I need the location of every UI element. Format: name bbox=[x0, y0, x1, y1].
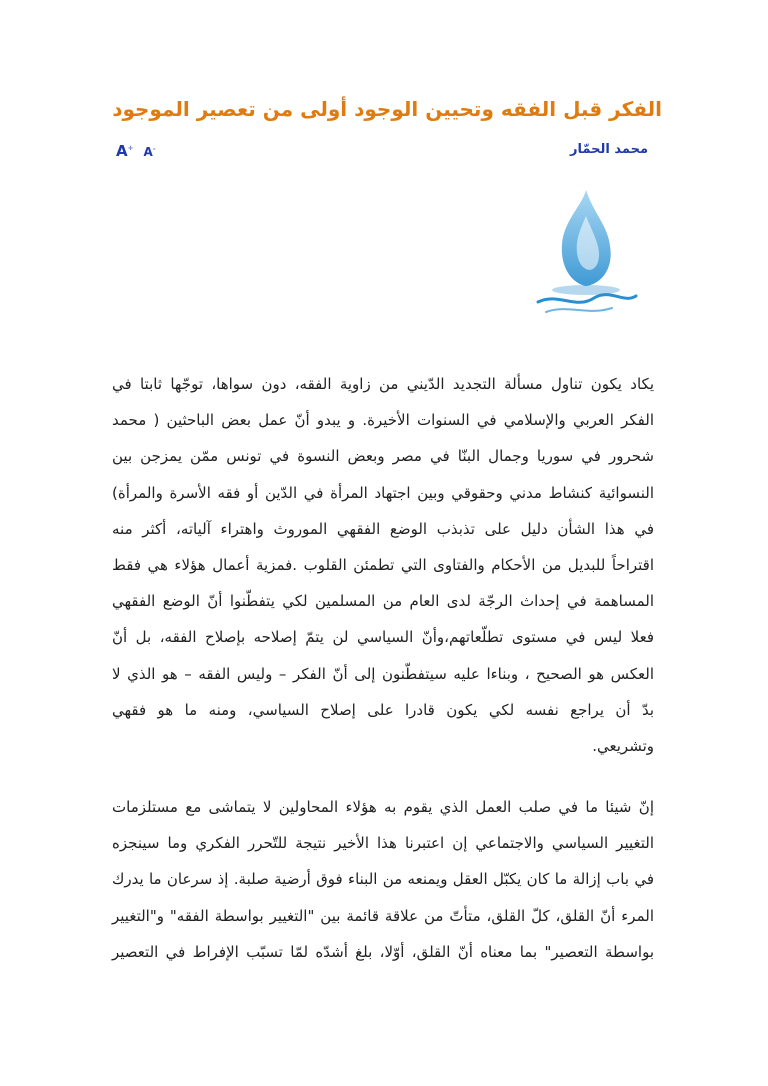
paragraph-line: التغيير السياسي والاجتماعي إن اعتبرنا هذا الأخير نتيجة للتّحرر الفكري وما سينجزه bbox=[112, 834, 654, 853]
author-link[interactable]: محمد الحمّار bbox=[570, 142, 648, 157]
increase-font-label: A bbox=[116, 142, 128, 160]
decrease-font-label: A bbox=[143, 145, 153, 159]
paragraph-line: العكس هو الصحيح ، وبناءا عليه سيتفطّنون إلى أنّ الفكر – وليس الفقه – هو الذي لا bbox=[112, 664, 654, 683]
paragraph-line: في باب إزالة ما كان يكبّل العقل ويمنعه من البناء فوق أرضية صلبة. إذ سرعان ما يدرك bbox=[112, 870, 654, 889]
paragraph-line: المساهمة في إحداث الرجّة لدى العام من المسلمين لكي يتفطّنوا أنّ الوضع الفقهي bbox=[112, 592, 654, 611]
paragraph-line: النسوائية كنشاط مدني وحقوقي وبين اجتهاد المرأة في الدّين أو فقه الأسرة والمرأة) bbox=[112, 483, 654, 502]
paragraph-line: وتشريعي. bbox=[592, 737, 654, 756]
article-title: الفكر قبل الفقه وتحيين الوجود أولى من تعصير الموجود bbox=[112, 97, 662, 121]
paragraph-line: بواسطة التعصير" بما معناه أنّ القلق، أوّلا، بلغ أشدّه لمّا تسبّب الإفراط في التعصير bbox=[112, 942, 654, 961]
paragraph-line: اقتراحاً للبديل من الأحكام والفتاوى التي تطمئن القلوب .فمزية أعمال هؤلاء هي فقط bbox=[112, 556, 654, 575]
paragraph-line: يكاد يكون تناول مسألة التجديد الدّيني من زاوية الفقه، دون سواها، توجّها ثابتا في bbox=[112, 375, 654, 393]
article-paragraph-2 bbox=[112, 789, 654, 970]
paragraph-line: إنّ شيئا ما في صلب العمل الذي يقوم به هؤلاء المحاولين لا يتماشى مع مستلزمات bbox=[112, 798, 654, 816]
paragraph-line: شحرور في سوريا وجمال البنّا في مصر وبعض النسوة في تونس ممّن يمزجن بين bbox=[112, 447, 654, 466]
font-size-controls bbox=[116, 142, 156, 160]
al-awan-logo-icon bbox=[524, 186, 648, 318]
paragraph-line: المرء أنّ القلق، كلّ القلق، متأتّ من علاقة قائمة بين "التغيير بواسطة الفقه" و"التغيير bbox=[112, 906, 654, 925]
increase-font-button[interactable] bbox=[116, 142, 133, 160]
decrease-font-button[interactable] bbox=[143, 145, 155, 159]
article-paragraph-1 bbox=[112, 366, 654, 764]
logo-calligraphy-swash bbox=[538, 295, 636, 303]
logo-calligraphy-swash-2 bbox=[546, 308, 612, 312]
minus-icon: - bbox=[152, 145, 156, 153]
paragraph-line: الفكر العربي والإسلامي في السنوات الأخيرة. و يبدو أنّ عمل بعض الباحثين ( محمد bbox=[112, 411, 654, 430]
plus-icon: + bbox=[127, 144, 134, 152]
paragraph-line: فعلا ليس في مستوى تطلّعاتهم،وأنّ السياسي لن يتمّ إصلاحه بإصلاح الفقه، بل أنّ bbox=[112, 628, 654, 647]
paragraph-line: بدّ أن يراجع نفسه لكي يكون قادرا على إصلاح السياسي، ومنه ما هو فقهي bbox=[112, 700, 654, 719]
paragraph-line: في هذا الشأن دليل على تذبذب الوضع الفقهي الموروث واهتراء آلياته، أكثر منه bbox=[112, 519, 654, 538]
